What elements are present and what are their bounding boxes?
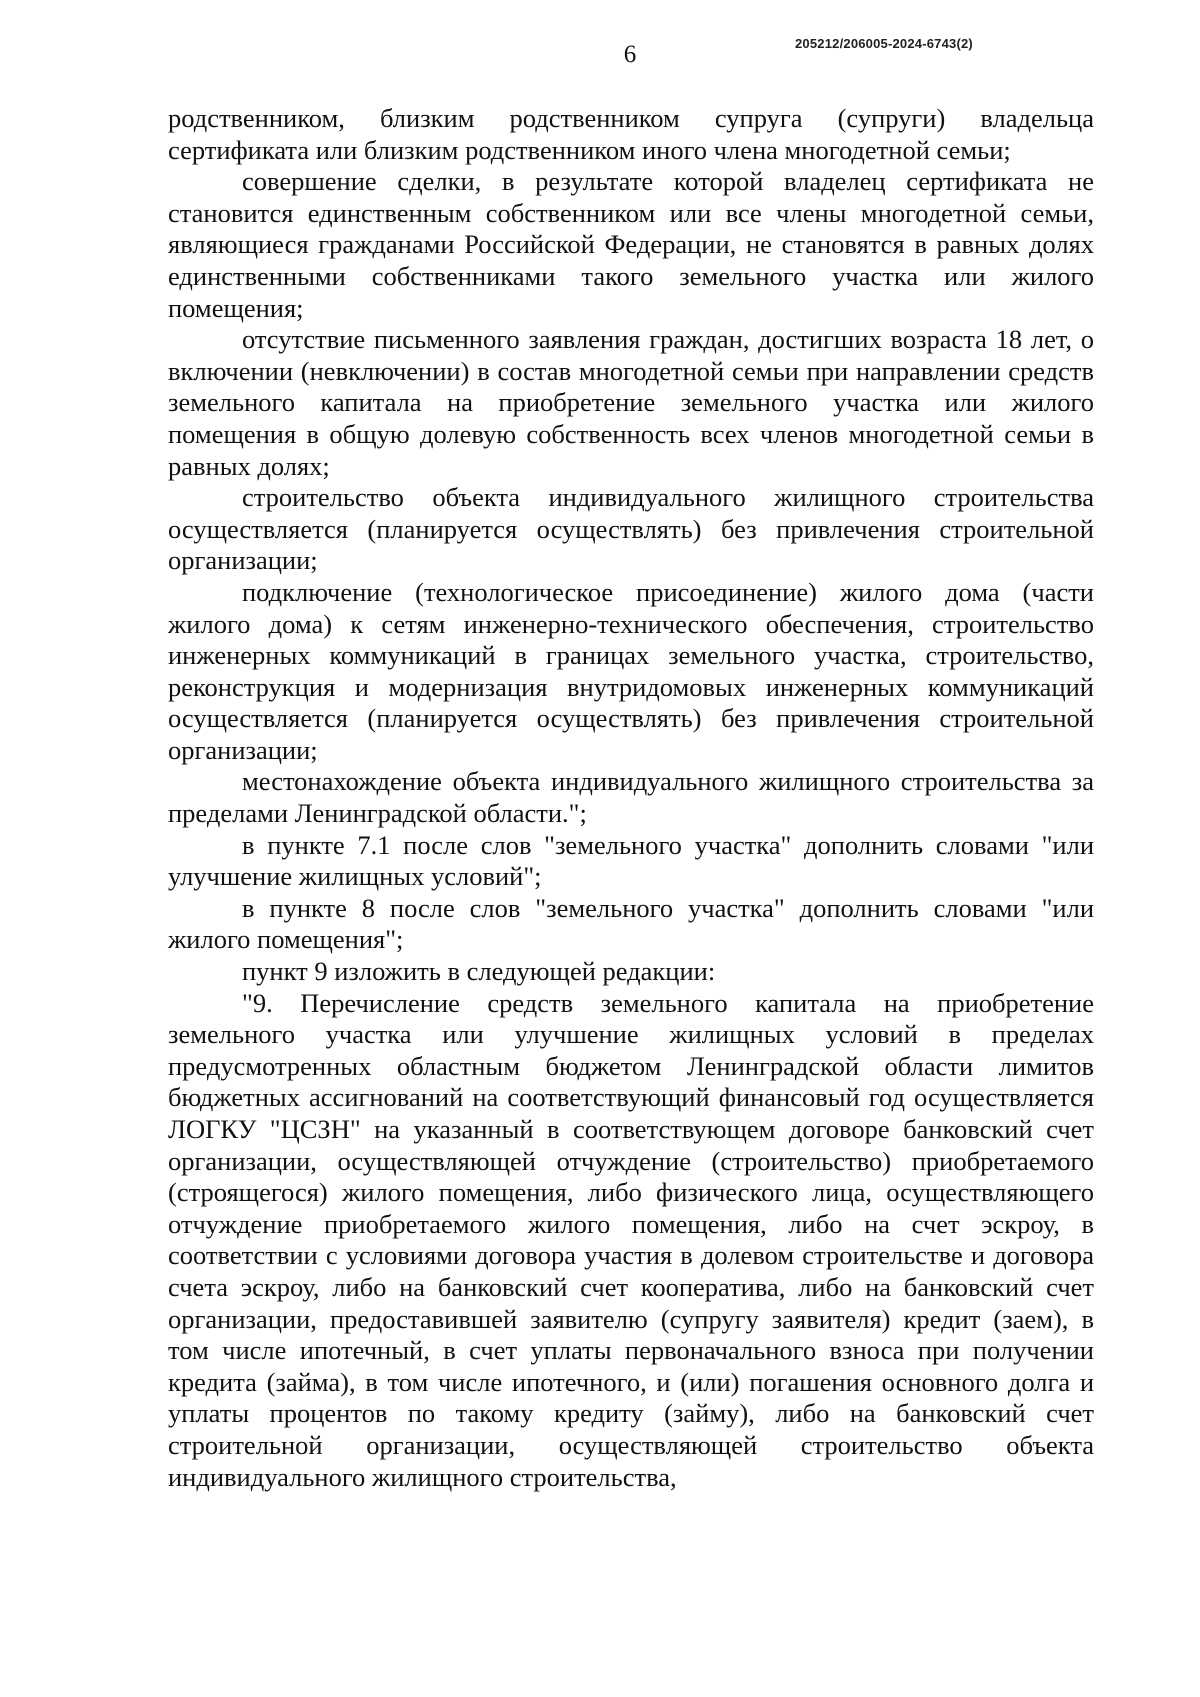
document-body [168,103,1094,1493]
paragraph-clause-9: "9. Перечисление средств земельного капитала на приобретение земельного участка или улучшение жилищных условий в пределах предусмотренных областным бюджетом Ленинградской области лимитов бюджетных ассигнований на соответствующий финансовый год осуществляется ЛОГКУ "ЦСЗН" на указанный в соответствующем договоре банковский счет организации, осуществляющей отчуждение (строительство) приобретаемого (строящегося) жилого помещения, либо физического лица, осуществляющего отчуждение приобретаемого жилого помещения, либо на счет эскроу, в соответствии с условиями договора участия в долевом строительстве и договора счета эскроу, либо на банковский счет кооператива, либо на банковский счет организации, предоставившей заявителю (супругу заявителя) кредит (заем), в том числе ипотечный, в счет уплаты первоначального взноса при получении кредита (займа), в том числе ипотечного, и (или) погашения основного долга и уплаты процентов по такому кредиту (займу), либо на банковский счет строительной организации, осуществляющей строительство объекта индивидуального жилищного строительства, [168,987,1094,1492]
paragraph-construction-without-organization: строительство объекта индивидуального жилищного строительства осуществляется (планируется осуществлять) без привлечения строительной организации; [168,482,1094,576]
paragraph-amend-8: в пункте 8 после слов "земельного участка" дополнить словами "или жилого помещения"; [168,892,1094,955]
paragraph-written-statement-condition: отсутствие письменного заявления граждан, достигших возраста 18 лет, о включении (невключении) в состав многодетной семьи при направлении средств земельного капитала на приобретение земельного участка или жилого помещения в общую долевую собственность всех членов многодетной семьи в равных долях; [168,324,1094,481]
document-id: 205212/206005-2024-6743(2) [795,36,973,51]
paragraph-amend-7-1: в пункте 7.1 после слов "земельного участка" дополнить словами "или улучшение жилищных условий"; [168,829,1094,892]
paragraph-amend-9-intro: пункт 9 изложить в следующей редакции: [242,956,716,987]
paragraph-utility-connection: подключение (технологическое присоединение) жилого дома (части жилого дома) к сетям инженерно-технического обеспечения, строительство инженерных коммуникаций в границах земельного участка, строительство, реконструкция и модернизация внутридомовых инженерных коммуникаций осуществляется (планируется осуществлять) без привлечения строительной организации; [168,576,1094,765]
paragraph-location-outside-region: местонахождение объекта индивидуального жилищного строительства за пределами Ленинградской области."; [168,766,1094,829]
page-number: 6 [623,41,637,68]
paragraph-transaction-condition: совершение сделки, в результате которой владелец сертификата не становится единственным собственником или все члены многодетной семьи, являющиеся гражданами Российской Федерации, не становятся в равных долях единственными собственниками такого земельного участка или жилого помещения; [168,166,1094,323]
paragraph-continuation: родственником, близким родственником супруга (супруги) владельца сертификата или близким родственником иного члена многодетной семьи; [168,103,1094,165]
